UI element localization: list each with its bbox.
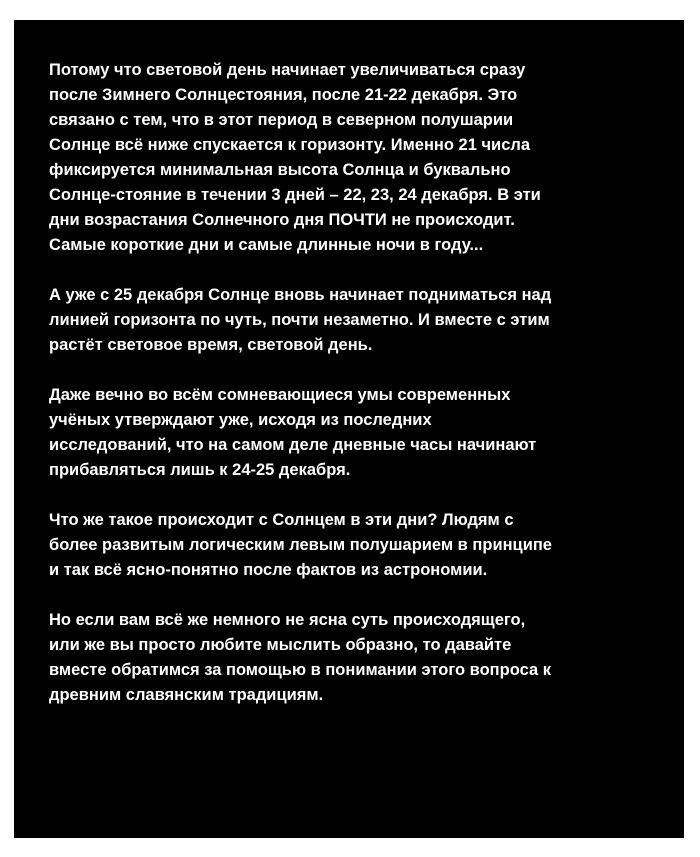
text-line: или же вы просто любите мыслить образно, то давайте (49, 636, 512, 654)
text-line: учёных утверждают уже, исходя из последних (49, 411, 432, 429)
paragraph-5 (49, 608, 649, 708)
text-line: вместе обратимся за помощью в понимании этого вопроса к (49, 661, 551, 679)
text-line: после Зимнего Солнцестояния, после 21-22 декабря. Это (49, 86, 518, 104)
paragraph-1 (49, 58, 649, 258)
text-line: древним славянским традициям. (49, 686, 324, 704)
text-line: А уже с 25 декабря Солнце вновь начинает подниматься над (49, 286, 552, 304)
text-panel (14, 20, 684, 838)
text-line: исследований, что на самом деле дневные часы начинают (49, 436, 537, 454)
text-line: Но если вам всё же немного не ясна суть происходящего, (49, 611, 526, 629)
paragraph-3 (49, 383, 649, 483)
text-line: более развитым логическим левым полушарием в принципе (49, 536, 552, 554)
paragraph-2 (49, 283, 649, 358)
text-line: и так всё ясно-понятно после фактов из астрономии. (49, 561, 488, 579)
article-text (49, 58, 649, 733)
text-line: Солнце всё ниже спускается к горизонту. Именно 21 числа (49, 136, 531, 154)
text-line: растёт световое время, световой день. (49, 336, 373, 354)
text-line: дни возрастания Солнечного дня ПОЧТИ не происходит. (49, 211, 515, 229)
text-line: Что же такое происходит с Солнцем в эти дни? Людям с (49, 511, 514, 529)
text-line: Потому что световой день начинает увеличиваться сразу (49, 61, 526, 79)
text-line: прибавляться лишь к 24-25 декабря. (49, 461, 351, 479)
paragraph-4 (49, 508, 649, 583)
text-line: Солнце-стояние в течении 3 дней – 22, 23, 24 декабря. В эти (49, 186, 541, 204)
text-line: связано с тем, что в этот период в северном полушарии (49, 111, 514, 129)
text-line: Самые короткие дни и самые длинные ночи в году... (49, 236, 484, 254)
text-line: Даже вечно во всём сомневающиеся умы современных (49, 386, 511, 404)
text-line: линией горизонта по чуть, почти незаметно. И вместе с этим (49, 311, 550, 329)
text-line: фиксируется минимальная высота Солнца и буквально (49, 161, 511, 179)
